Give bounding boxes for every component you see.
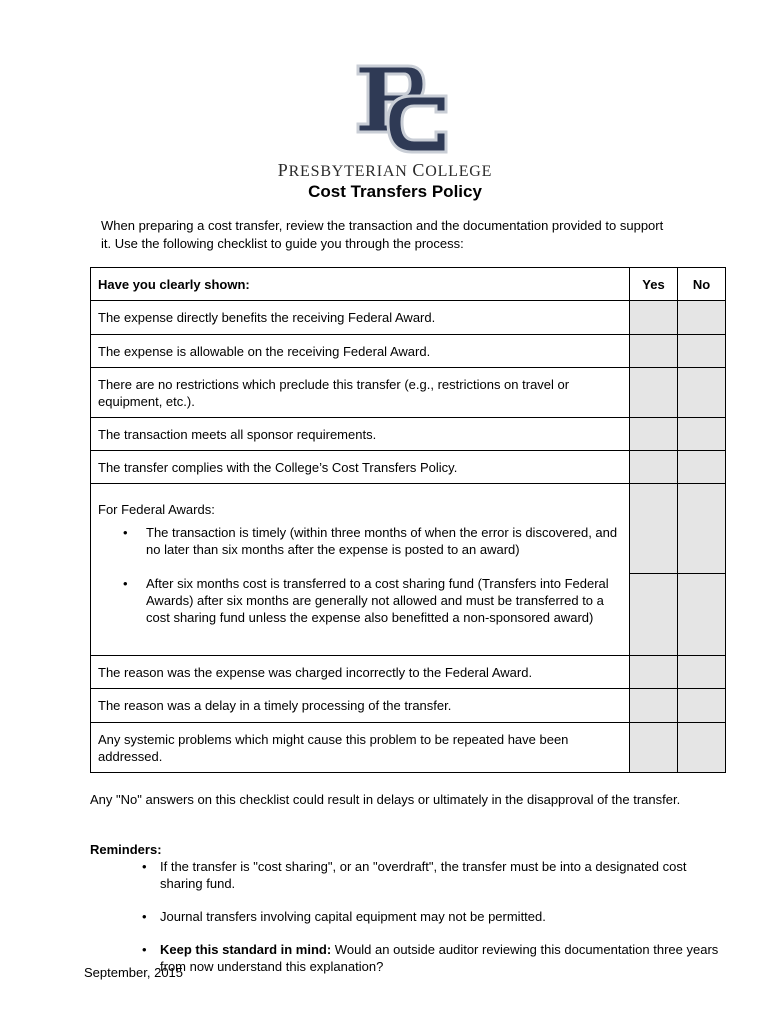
reminders-list (160, 858, 730, 975)
table-row (91, 723, 726, 773)
row-text: The expense is allowable on the receiving Federal Award. (91, 335, 630, 368)
list-item: • If the transfer is "cost sharing", or an "overdraft", the transfer must be into a designated cost sharing fund. (160, 858, 730, 892)
table-row (91, 451, 726, 484)
federal-awards-cell (91, 484, 630, 656)
no-checkbox[interactable] (678, 301, 726, 335)
college-name-part-1: RESBYTERIAN (288, 163, 413, 180)
list-item: • Journal transfers involving capital equipment may not be permitted. (160, 908, 730, 925)
header-question: Have you clearly shown: (91, 268, 630, 301)
yes-checkbox[interactable] (630, 574, 678, 656)
no-checkbox[interactable] (678, 656, 726, 689)
yes-checkbox[interactable] (630, 656, 678, 689)
list-item: • Keep this standard in mind: Would an outside auditor reviewing this documentation three years from now understand this explanation? (160, 941, 730, 975)
page-title: Cost Transfers Policy (308, 182, 482, 201)
college-name (0, 160, 770, 181)
logo-letter-c (388, 96, 446, 152)
row-text: The expense directly benefits the receiving Federal Award. (91, 301, 630, 335)
table-row (91, 656, 726, 689)
federal-awards-heading: For Federal Awards: (98, 502, 215, 517)
no-checkbox[interactable] (678, 335, 726, 368)
college-name-initial-p: P (277, 160, 289, 180)
row-text: The reason was the expense was charged incorrectly to the Federal Award. (91, 656, 630, 689)
federal-awards-list (98, 524, 622, 626)
table-row (91, 418, 726, 451)
yes-checkbox[interactable] (630, 689, 678, 723)
reminders-heading: Reminders: (90, 842, 162, 857)
list-item: • The transaction is timely (within three months of when the error is discovered, and no later than six months after the expense is posted to an award) (146, 524, 622, 558)
list-item: • After six months cost is transferred to a cost sharing fund (Transfers into Federal Awards) after six months are generally not allowed and must be transferred to a cost sharing fund unless the expense also benefitted a non-sponsored award) (146, 575, 622, 626)
yes-checkbox[interactable] (630, 723, 678, 773)
checklist-header-row (91, 268, 726, 301)
presbyterian-college-logo (350, 62, 460, 158)
yes-checkbox[interactable] (630, 301, 678, 335)
row-text: Any systemic problems which might cause this problem to be repeated have been addressed. (91, 723, 630, 773)
no-checkbox[interactable] (678, 574, 726, 656)
table-row (91, 689, 726, 723)
yes-checkbox[interactable] (630, 418, 678, 451)
row-text: The transfer complies with the College’s Cost Transfers Policy. (91, 451, 630, 484)
yes-checkbox[interactable] (630, 335, 678, 368)
row-text: The reason was a delay in a timely processing of the transfer. (91, 689, 630, 723)
header-no: No (678, 268, 726, 301)
no-checkbox[interactable] (678, 484, 726, 574)
no-checkbox[interactable] (678, 723, 726, 773)
yes-checkbox[interactable] (630, 451, 678, 484)
intro-paragraph: When preparing a cost transfer, review the transaction and the documentation provided to support it. Use the following checklist to guide you through the process: (101, 218, 664, 251)
table-row-federal-1 (91, 484, 726, 574)
table-row (91, 335, 726, 368)
footer-date: September, 2015 (84, 965, 184, 980)
college-name-initial-c: C (412, 160, 426, 180)
row-text: There are no restrictions which preclude this transfer (e.g., restrictions on travel or equipment, etc.). (91, 368, 630, 418)
no-checkbox[interactable] (678, 689, 726, 723)
disapproval-note: Any "No" answers on this checklist could result in delays or ultimately in the disapproval of the transfer. (90, 792, 681, 807)
yes-checkbox[interactable] (630, 368, 678, 418)
header-yes: Yes (630, 268, 678, 301)
no-checkbox[interactable] (678, 368, 726, 418)
college-name-part-2: OLLEGE (425, 163, 493, 180)
no-checkbox[interactable] (678, 451, 726, 484)
checklist-table (90, 267, 726, 773)
table-row (91, 368, 726, 418)
row-text: The transaction meets all sponsor requirements. (91, 418, 630, 451)
yes-checkbox[interactable] (630, 484, 678, 574)
table-row (91, 301, 726, 335)
no-checkbox[interactable] (678, 418, 726, 451)
